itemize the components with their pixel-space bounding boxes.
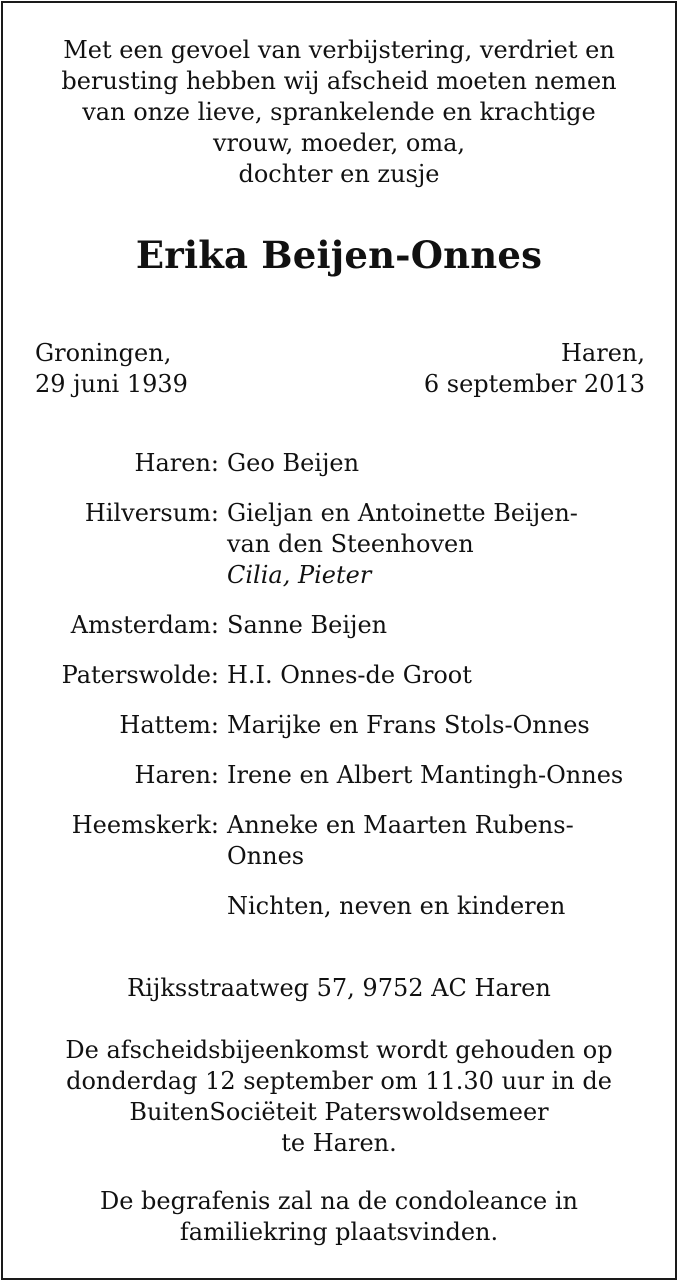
deceased-name: Erika Beijen-Onnes	[135, 233, 543, 277]
family-entry	[3, 610, 675, 641]
family-name-line: Geo Beijen	[227, 449, 360, 477]
family-place: Hilversum:	[84, 499, 219, 527]
family-place: Haren:	[134, 449, 219, 477]
family-name-line: Gieljan en Antoinette Beijen-	[227, 499, 578, 527]
family-name-line: Anneke en Maarten Rubens-	[227, 811, 574, 839]
intro-line: berusting hebben wij afscheid moeten nemen	[61, 67, 617, 95]
burial-line: familiekring plaatsvinden.	[179, 1218, 499, 1246]
ceremony-info	[3, 1035, 675, 1159]
intro-line: van onze lieve, sprankelende en krachtige	[82, 98, 596, 126]
family-name-line: Nichten, neven en kinderen	[227, 892, 566, 920]
burial-line: De begrafenis zal na de condoleance in	[99, 1187, 578, 1215]
family-place: Hattem:	[119, 711, 219, 739]
family-names	[219, 610, 387, 641]
home-address: Rijksstraatweg 57, 9752 AC Haren	[127, 974, 551, 1002]
family-names	[219, 448, 359, 479]
family-entry	[3, 660, 675, 691]
family-names	[219, 660, 472, 691]
family-place: Haren:	[134, 761, 219, 789]
family-names	[219, 810, 574, 872]
family-entry	[3, 760, 675, 791]
intro-line: dochter en zusje	[238, 160, 440, 188]
death-notice	[1, 1, 677, 1280]
family-entry	[3, 891, 675, 922]
burial-info	[3, 1186, 675, 1248]
intro-line: vrouw, moeder, oma,	[212, 129, 466, 157]
birth-date: 29 juni 1939	[35, 370, 188, 398]
ceremony-line: De afscheidsbijeenkomst wordt gehouden op	[65, 1036, 613, 1064]
family-place: Paterswolde:	[61, 661, 219, 689]
family-list	[3, 448, 675, 941]
family-place	[3, 891, 219, 922]
family-names	[219, 760, 623, 791]
death-place: Haren,	[561, 339, 645, 367]
family-names	[219, 498, 578, 591]
ceremony-line: BuitenSociëteit Paterswoldsemeer	[129, 1098, 549, 1126]
family-entry	[3, 710, 675, 741]
intro-text	[3, 35, 675, 190]
intro-line: Met een gevoel van verbijstering, verdriet en	[63, 36, 615, 64]
family-name-line: Irene en Albert Mantingh-Onnes	[227, 761, 624, 789]
family-name-line: van den Steenhoven	[227, 530, 474, 558]
family-place: Amsterdam:	[70, 611, 219, 639]
family-names	[219, 710, 590, 741]
ceremony-line: donderdag 12 september om 11.30 uur in de	[66, 1067, 612, 1095]
birth-place: Groningen,	[35, 339, 172, 367]
family-name-line: Marijke en Frans Stols-Onnes	[227, 711, 590, 739]
family-names	[219, 891, 565, 922]
family-entry	[3, 810, 675, 872]
family-name-line: Onnes	[227, 842, 305, 870]
birth-info	[35, 338, 188, 400]
death-date: 6 september 2013	[423, 370, 645, 398]
family-name-line: Sanne Beijen	[227, 611, 388, 639]
family-entry	[3, 498, 675, 591]
family-name-line: H.I. Onnes-de Groot	[227, 661, 472, 689]
family-place: Heemskerk:	[71, 811, 219, 839]
death-info	[424, 338, 645, 400]
grandchildren-names: Cilia, Pieter	[227, 561, 372, 589]
ceremony-line: te Haren.	[281, 1129, 397, 1157]
family-entry	[3, 448, 675, 479]
